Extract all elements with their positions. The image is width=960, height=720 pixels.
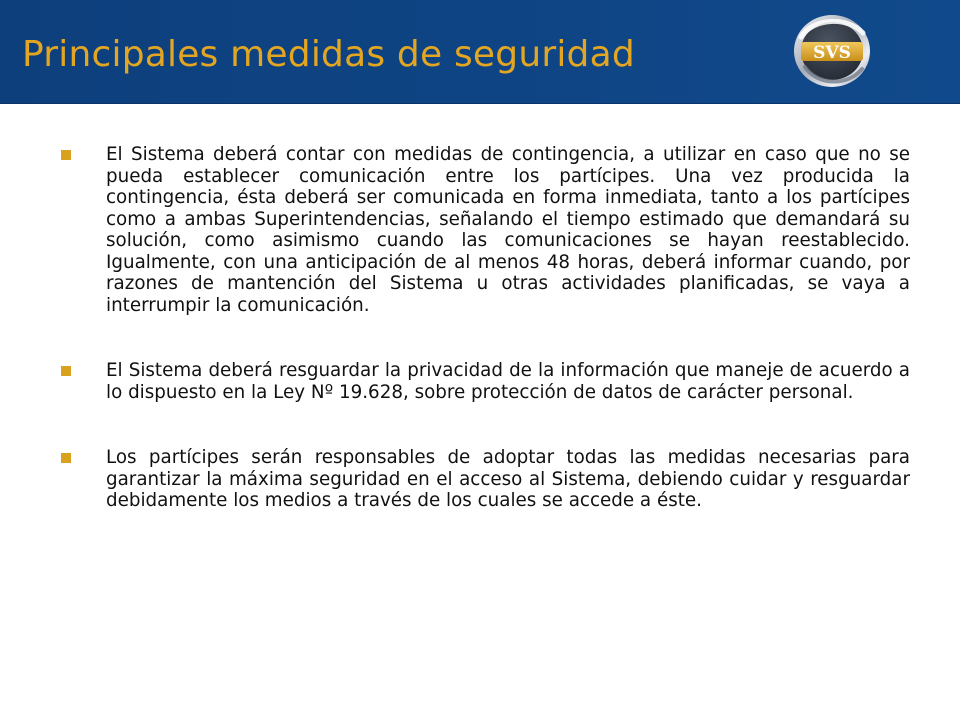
bullet-text-contingency: El Sistema deberá contar con medidas de contingencia, a utilizar en caso que no se pueda establecer comunicación entre los partícipes. Una vez producida la contingencia, ésta deberá ser comunicada en forma inmediata, tanto a los partícipes como a ambas Superintendencias, señalando el tiempo estimado que demandará su solución, como asimismo cuando las comunicaciones se hayan reestablecido. Igualmente, con una anticipación de al menos 48 horas, deberá informar cuando, por razones de mantención del Sistema u otras actividades planificadas, se vaya a interrumpir la comunicación. [106,144,910,316]
bullet-item-security [60,447,910,512]
slide-header [0,0,960,104]
slide-content [60,144,910,512]
slide-title: Principales medidas de seguridad [22,34,635,75]
svs-logo-text: SVS [813,43,851,63]
svs-logo-icon [783,6,881,96]
bullet-text-privacy: El Sistema deberá resguardar la privacidad de la información que maneje de acuerdo a lo dispuesto en la Ley Nº 19.628, sobre protección de datos de carácter personal. [106,360,910,403]
bullet-item-privacy [60,360,910,403]
bullet-item-contingency [60,144,910,316]
square-bullet-icon [61,366,71,376]
square-bullet-icon [61,150,71,160]
bullet-text-security: Los partícipes serán responsables de adoptar todas las medidas necesarias para garantizar la máxima seguridad en el acceso al Sistema, debiendo cuidar y resguardar debidamente los medios a través de los cuales se accede a éste. [106,447,910,511]
svs-logo-graphic [783,6,881,96]
square-bullet-icon [61,453,71,463]
